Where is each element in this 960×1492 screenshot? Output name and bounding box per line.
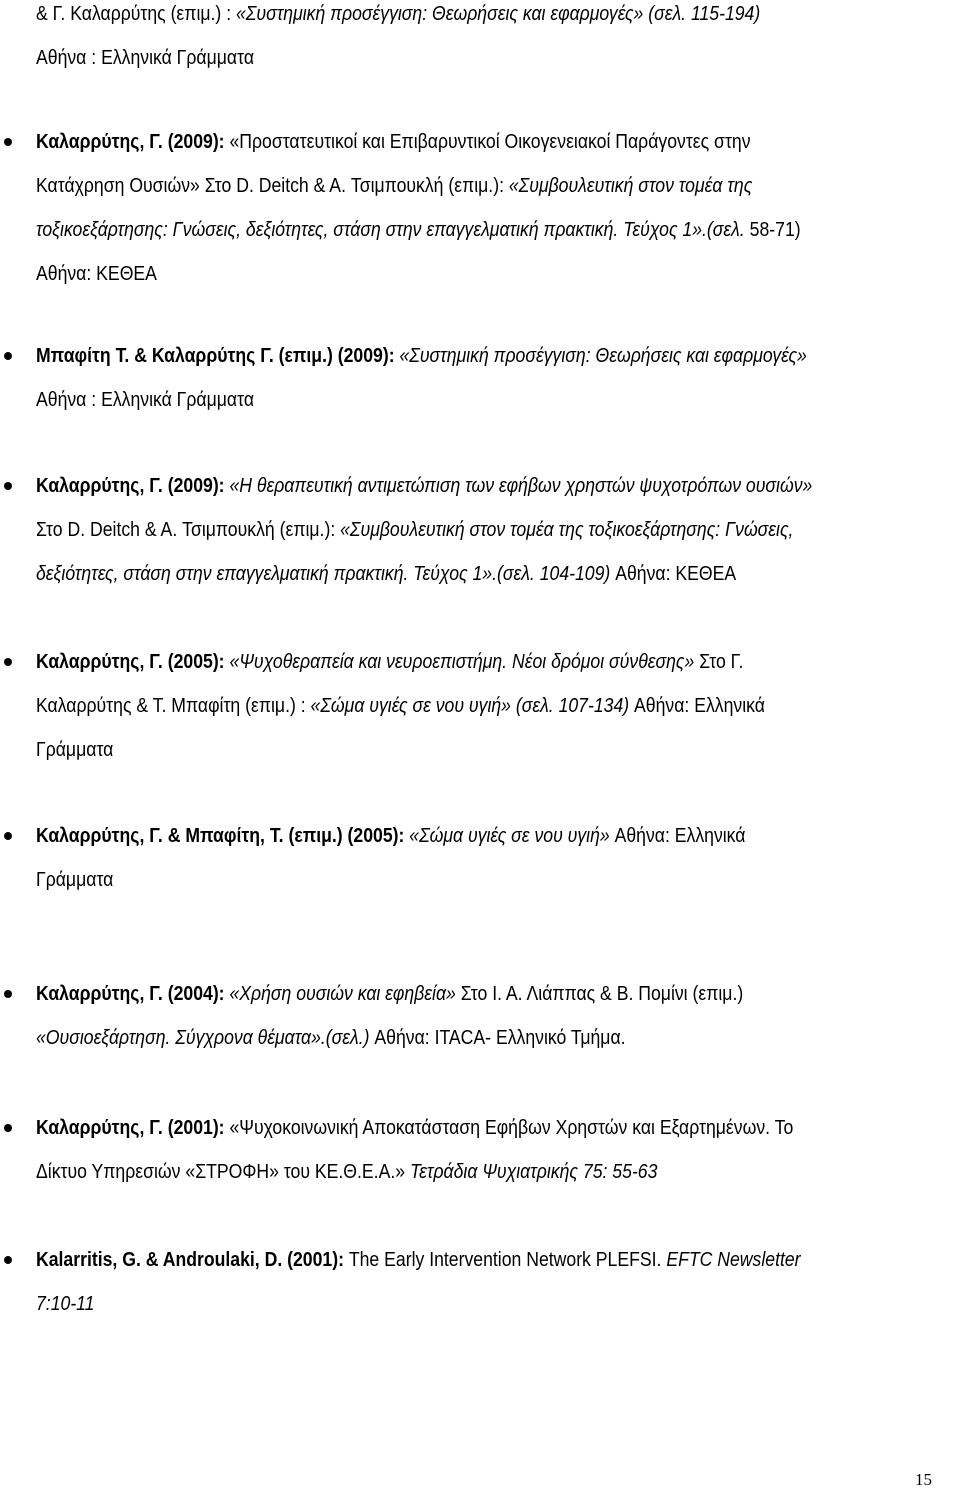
page-number: 15: [915, 1470, 932, 1489]
reference-line: [36, 36, 254, 80]
reference-line: [36, 1238, 801, 1282]
reference-title: 7:10-11: [36, 1292, 95, 1315]
reference-text: Στο D. Deitch & A. Τσιμπουκλή (επιμ.):: [36, 518, 341, 541]
reference-text: Γράμματα: [36, 868, 114, 891]
reference-line: [36, 1282, 94, 1326]
reference-title: EFTC Newsletter: [666, 1248, 801, 1271]
reference-text: Στο Γ.: [699, 650, 744, 673]
reference-line: [36, 334, 807, 378]
reference-line: [36, 640, 743, 684]
reference-author: Kalarritis, G. & Androulaki, D. (2001):: [36, 1248, 349, 1271]
reference-title: «Χρήση ουσιών και εφηβεία»: [229, 982, 461, 1005]
reference-text: Δίκτυο Υπηρεσιών «ΣΤΡΟΦΗ» του ΚΕ.Θ.Ε.Α.»: [36, 1160, 410, 1183]
reference-line: [36, 1016, 626, 1060]
reference-title: Τετράδια Ψυχιατρικής 75: 55-63: [409, 1160, 658, 1183]
reference-title: δεξιότητες, στάση στην επαγγελματική πρακτική. Τεύχος 1».(σελ. 104-109): [36, 562, 616, 585]
bullet-icon: [4, 482, 12, 490]
reference-line: [36, 1150, 657, 1194]
reference-text: «Ψυχοκοινωνική Αποκατάσταση Εφήβων Χρηστών και Εξαρτημένων. Το: [229, 1116, 794, 1139]
reference-text: Αθήνα: ΚΕΘΕΑ: [36, 262, 157, 285]
reference-text: Κατάχρηση Ουσιών» Στο D. Deitch & A. Τσιμπουκλή (επιμ.):: [36, 174, 509, 197]
reference-text: Αθήνα : Ελληνικά Γράμματα: [36, 388, 255, 411]
reference-line: [36, 684, 765, 728]
bullet-icon: [4, 990, 12, 998]
reference-line: [36, 0, 760, 36]
bullet-icon: [4, 1256, 12, 1264]
reference-title: «Συμβουλευτική στον τομέα της τοξικοεξάρτησης: Γνώσεις,: [340, 518, 794, 541]
bullet-icon: [4, 138, 12, 146]
reference-line: [36, 552, 736, 596]
reference-line: [36, 164, 752, 208]
reference-author: Καλαρρύτης, Γ. (2001):: [36, 1116, 230, 1139]
reference-line: [36, 508, 793, 552]
reference-line: [36, 208, 801, 252]
reference-author: Καλαρρύτης, Γ. (2009):: [36, 130, 230, 153]
reference-line: [36, 120, 751, 164]
bullet-icon: [4, 658, 12, 666]
reference-line: [36, 814, 745, 858]
reference-text: Αθήνα: Ελληνικά: [614, 824, 746, 847]
reference-title: «Ψυχοθεραπεία και νευροεπιστήμη. Νέοι δρόμοι σύνθεσης»: [229, 650, 700, 673]
reference-title: «Η θεραπευτική αντιμετώπιση των εφήβων χρηστών ψυχοτρόπων ουσιών»: [229, 474, 813, 497]
reference-text: .: [656, 1248, 667, 1271]
reference-text: Αθήνα: ΚΕΘΕΑ: [615, 562, 737, 585]
reference-text: Στο Ι. Α. Λιάππας & Β. Πομίνι (επιμ.): [460, 982, 744, 1005]
reference-author: Καλαρρύτης, Γ. & Μπαφίτη, Τ. (επιμ.) (2005):: [36, 824, 410, 847]
bullet-icon: [4, 832, 12, 840]
reference-title: «Συστημική προσέγγιση: Θεωρήσεις και εφαρμογές»: [399, 344, 807, 367]
reference-text: Αθήνα: Ελληνικά: [634, 694, 765, 717]
reference-line: [36, 972, 743, 1016]
reference-title: τοξικοεξάρτησης: Γνώσεις, δεξιότητες, στάση στην επαγγελματική πρακτική. Τεύχος 1».(σελ.: [36, 218, 750, 241]
bullet-icon: [4, 352, 12, 360]
reference-text: The Early Intervention Network PLEFSI: [348, 1248, 657, 1271]
reference-text: «Προστατευτικοί και Επιβαρυντικοί Οικογενειακοί Παράγοντες στην: [229, 130, 751, 153]
reference-title: «Συστημική προσέγγιση: Θεωρήσεις και εφαρμογές» (σελ. 115-194): [236, 2, 761, 25]
reference-title: «Σώμα υγιές σε νου υγιή» (σελ. 107-134): [310, 694, 635, 717]
reference-text: Αθήνα : Ελληνικά Γράμματα: [36, 46, 255, 69]
reference-author: Καλαρρύτης, Γ. (2009):: [36, 474, 230, 497]
reference-text: Αθήνα: ITACA- Ελληνικό Τμήμα.: [374, 1026, 626, 1049]
reference-line: [36, 858, 113, 902]
reference-title: «Συμβουλευτική στον τομέα της: [508, 174, 753, 197]
reference-line: [36, 378, 254, 422]
reference-text: & Γ. Καλαρρύτης (επιμ.) :: [36, 2, 237, 25]
reference-title: «Σώμα υγιές σε νου υγιή»: [409, 824, 615, 847]
reference-text: Καλαρρύτης & Τ. Μπαφίτη (επιμ.) :: [36, 694, 311, 717]
bullet-icon: [4, 1124, 12, 1132]
reference-line: [36, 464, 812, 508]
reference-text: Γράμματα: [36, 738, 114, 761]
reference-line: [36, 1106, 793, 1150]
reference-line: [36, 728, 113, 772]
reference-author: Καλαρρύτης, Γ. (2005):: [36, 650, 230, 673]
reference-line: [36, 252, 157, 296]
reference-author: Καλαρρύτης, Γ. (2004):: [36, 982, 230, 1005]
reference-title: «Ουσιοεξάρτηση. Σύγχρονα θέματα».(σελ.): [36, 1026, 375, 1049]
reference-text: 58-71): [749, 218, 801, 241]
reference-author: Μπαφίτη Τ. & Καλαρρύτης Γ. (επιμ.) (2009):: [36, 344, 400, 367]
